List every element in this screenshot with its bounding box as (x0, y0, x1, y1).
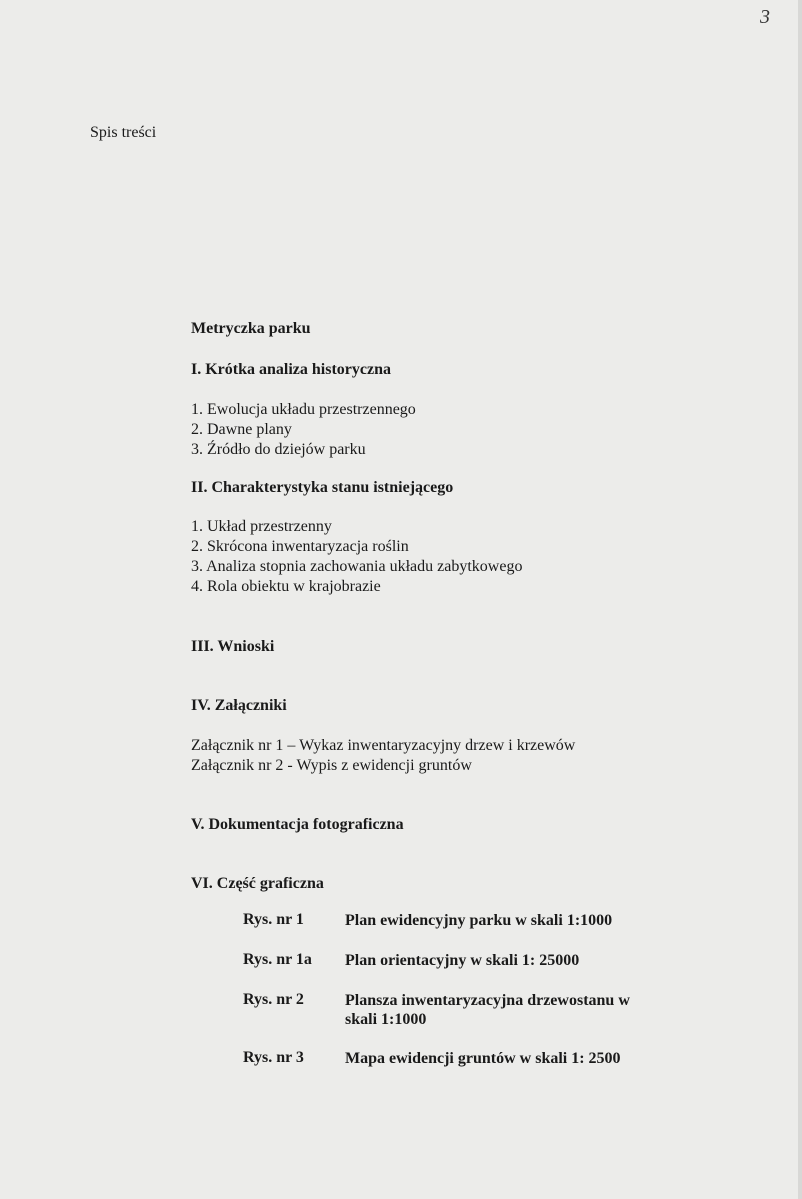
drawing-ref: Rys. nr 2 (243, 991, 304, 1008)
attachment-item: Załącznik nr 2 - Wypis z ewidencji gruntów (191, 757, 472, 774)
drawing-desc: Plansza inwentaryzacyjna drzewostanu w skali 1:1000 (345, 992, 630, 1028)
section-3-heading: III. Wnioski (191, 638, 275, 655)
section-1-item: 2. Dawne plany (191, 421, 292, 438)
attachment-item: Załącznik nr 1 – Wykaz inwentaryzacyjny drzew i krzewów (191, 737, 576, 754)
section-5-heading: V. Dokumentacja fotograficzna (191, 816, 404, 833)
section-2-item: 2. Skrócona inwentaryzacja roślin (191, 538, 409, 555)
drawing-desc: Plan orientacyjny w skali 1: 25000 (345, 952, 580, 969)
drawing-ref: Rys. nr 1a (243, 951, 312, 968)
drawing-desc: Mapa ewidencji gruntów w skali 1: 2500 (345, 1050, 621, 1067)
page-number: 3 (760, 6, 770, 28)
drawing-ref: Rys. nr 3 (243, 1049, 304, 1066)
section-1-item: 3. Źródło do dziejów parku (191, 441, 366, 458)
section-2-heading: II. Charakterystyka stanu istniejącego (191, 479, 454, 496)
document-title: Spis treści (90, 124, 157, 141)
section-6-heading: VI. Część graficzna (191, 875, 324, 892)
metryczka-heading: Metryczka parku (191, 320, 311, 337)
section-2-item: 4. Rola obiektu w krajobrazie (191, 578, 381, 595)
section-2-item: 3. Analiza stopnia zachowania układu zabytkowego (191, 558, 523, 575)
section-4-heading: IV. Załączniki (191, 697, 287, 714)
drawing-ref: Rys. nr 1 (243, 911, 304, 928)
section-1-item: 1. Ewolucja układu przestrzennego (191, 401, 416, 418)
section-1-heading: I. Krótka analiza historyczna (191, 361, 391, 378)
section-2-item: 1. Układ przestrzenny (191, 518, 332, 535)
page-edge (798, 0, 802, 1199)
drawing-desc: Plan ewidencyjny parku w skali 1:1000 (345, 912, 613, 929)
